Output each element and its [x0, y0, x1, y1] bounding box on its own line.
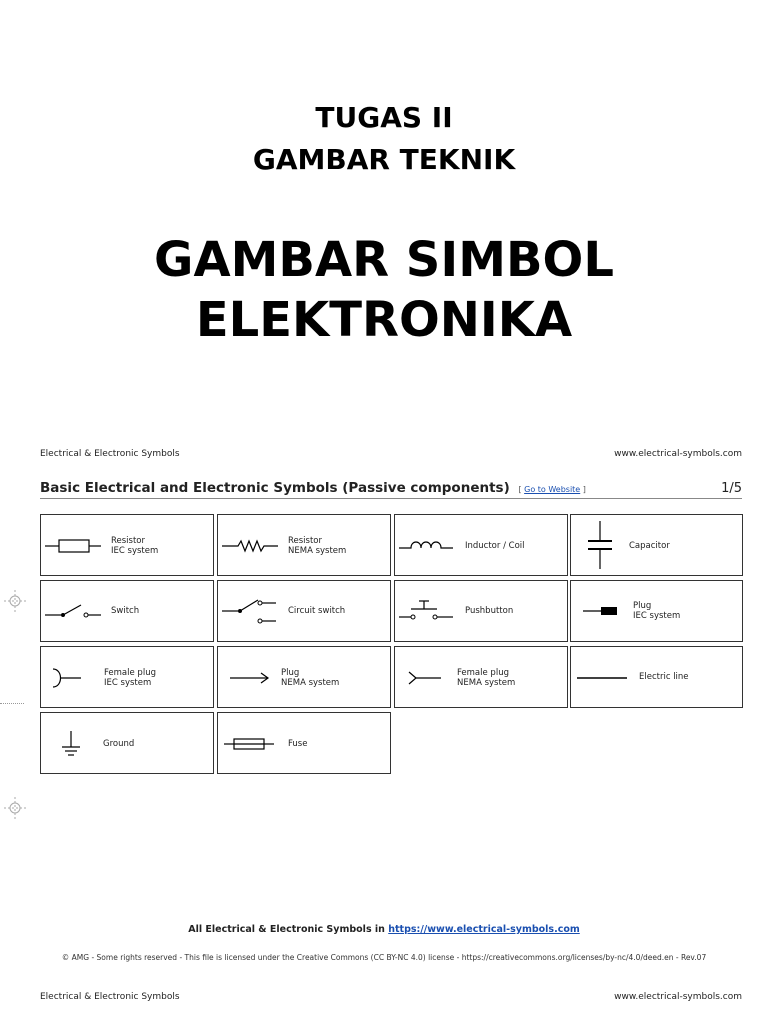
symbol-label: Pushbutton — [465, 606, 514, 616]
crosshair-icon — [4, 797, 26, 819]
footer-text: All Electrical & Electronic Symbols in — [188, 924, 385, 935]
go-bracket-open: [ — [518, 485, 522, 494]
symbol-cell-plug-nema — [217, 646, 391, 708]
symbol-label: Resistor IEC system — [111, 536, 159, 556]
sheet-footer-left: Electrical & Electronic Symbols — [40, 992, 180, 1002]
symbol-cell-electric-line — [570, 646, 743, 708]
symbol-label: Ground — [103, 739, 135, 749]
symbol-label: Resistor NEMA system — [288, 536, 347, 556]
sheet-title — [40, 480, 586, 496]
header-rule — [40, 498, 742, 499]
symbol-cell-female-plug-nema — [394, 646, 568, 708]
main-title-line-2: ELEKTRONIKA — [195, 292, 573, 348]
symbol-label: Circuit switch — [288, 606, 346, 616]
symbol-label: Capacitor — [629, 541, 670, 551]
symbol-cell-ground — [40, 712, 214, 774]
page-number: 1/5 — [721, 481, 742, 496]
symbol-cell-fuse — [217, 712, 391, 774]
sheet-header-left: Electrical & Electronic Symbols — [40, 449, 180, 459]
sheet-header-right: www.electrical-symbols.com — [614, 449, 742, 459]
symbol-label: Plug NEMA system — [281, 668, 340, 688]
go-to-website — [518, 485, 585, 494]
symbol-label: Inductor / Coil — [465, 541, 525, 551]
symbol-label: Switch — [111, 606, 140, 616]
symbol-cell-resistor-nema — [217, 514, 391, 576]
main-title-line-1: GAMBAR SIMBOL — [154, 232, 614, 288]
symbol-label: Female plug IEC system — [104, 668, 156, 688]
go-to-website-link[interactable]: Go to Website — [524, 485, 581, 494]
course-title: GAMBAR TEKNIK — [252, 143, 516, 176]
sheet-title-text: Basic Electrical and Electronic Symbols (Passive components) — [40, 480, 510, 496]
symbol-cell-inductor — [394, 514, 568, 576]
crosshair-icon — [4, 590, 26, 612]
symbol-label: Electric line — [639, 672, 689, 682]
assignment-title: TUGAS II — [315, 101, 453, 134]
footer-link-line — [0, 924, 768, 935]
fold-mark — [0, 703, 24, 704]
footer-website-link[interactable]: https://www.electrical-symbols.com — [388, 924, 580, 935]
symbol-cell-resistor-iec — [40, 514, 214, 576]
symbol-label: Female plug NEMA system — [457, 668, 516, 688]
symbol-label: Fuse — [288, 739, 308, 749]
go-bracket-close: ] — [582, 485, 586, 494]
symbol-cell-plug-iec — [570, 580, 743, 642]
symbol-cell-circuit-switch — [217, 580, 391, 642]
symbol-cell-switch — [40, 580, 214, 642]
license-text: © AMG - Some rights reserved - This file is licensed under the Creative Commons (CC BY-NC 4.0) license - https://creativecommons.org/licenses/by-nc/4.0/deed.en - Rev.07 — [61, 953, 707, 962]
symbol-label: Plug IEC system — [633, 601, 681, 621]
sheet-footer-right: www.electrical-symbols.com — [614, 992, 742, 1002]
symbol-cell-female-plug-iec — [40, 646, 214, 708]
symbol-cell-pushbutton — [394, 580, 568, 642]
symbol-cell-capacitor — [570, 514, 743, 576]
